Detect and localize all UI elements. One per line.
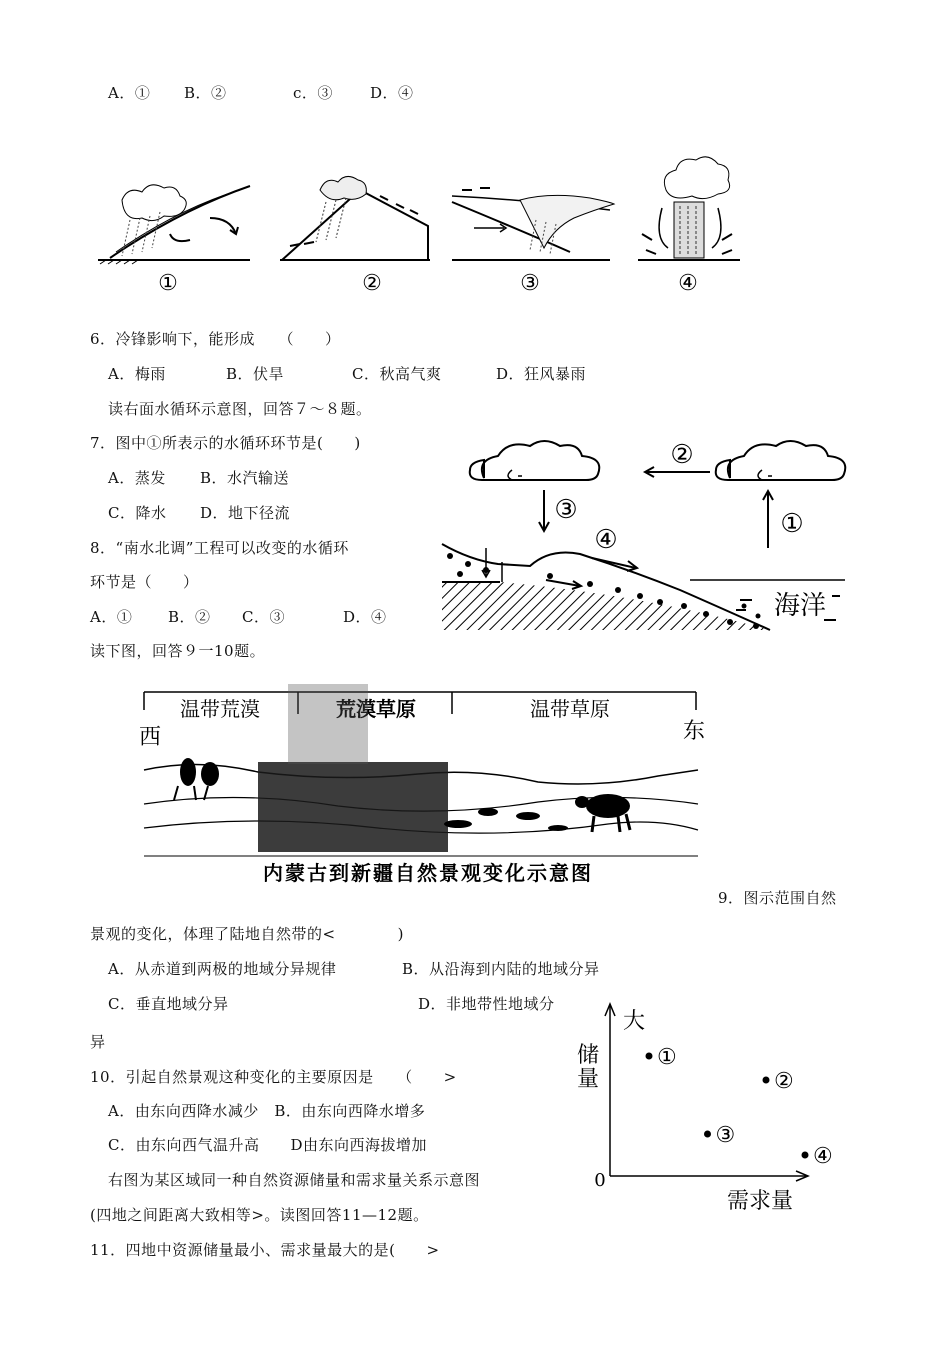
q8-stem-line2: 环节是（ ） [90, 573, 199, 591]
q10-stem: 10．引起自然景观这种变化的主要原因是 （ > [90, 1068, 457, 1086]
scatter-point-label-4: ④ [813, 1144, 833, 1169]
q7-stem: 7．图中①所表示的水循环环节是( ) [90, 434, 361, 452]
q8-option-c[interactable]: C．③ [242, 608, 285, 626]
intro-11-12-line2: (四地之间距离大致相等>。读图回答11—12题。 [90, 1206, 429, 1224]
q9-option-d-cont: 异 [90, 1033, 106, 1051]
q9-option-b[interactable]: B．从沿海到内陆的地域分异 [402, 960, 600, 978]
dark-scrub-area [258, 762, 448, 852]
ocean-label: 海洋 [773, 591, 827, 621]
front-label-3: ③ [520, 271, 540, 296]
y-axis-label-char1: 储 [576, 1043, 600, 1068]
y-axis-label-char2: 量 [576, 1067, 600, 1092]
q6-option-c[interactable]: C．秋高气爽 [352, 365, 442, 383]
q6-option-d[interactable]: D．狂风暴雨 [496, 365, 587, 383]
scatter-point-3 [704, 1131, 711, 1138]
q6-stem: 6．冷锋影响下，能形成 （ ） [90, 330, 341, 348]
scatter-point-label-2: ② [774, 1069, 794, 1094]
scatter-point-label-1: ① [657, 1045, 677, 1070]
landscape-figure [138, 678, 718, 888]
q7-option-d[interactable]: D．地下径流 [200, 504, 291, 522]
front-diagram-1 [98, 185, 250, 264]
q5-option-b[interactable]: B．② [184, 84, 227, 102]
front-diagram-2 [280, 176, 430, 260]
q6-option-a[interactable]: A．梅雨 [108, 365, 166, 383]
x-axis-label: 需求量 [726, 1189, 794, 1214]
q11-stem: 11．四地中资源储量最小、需求量最大的是( > [90, 1241, 440, 1259]
front-label-4: ④ [678, 271, 698, 296]
q7-option-a[interactable]: A．蒸发 [108, 469, 166, 487]
q8-option-a[interactable]: A．① [90, 608, 133, 626]
water-label-3: ③ [554, 495, 578, 525]
q5-option-a[interactable]: A．① [108, 84, 151, 102]
front-diagram-4 [638, 157, 740, 260]
water-label-2: ② [670, 440, 694, 470]
water-label-1: ① [780, 509, 804, 539]
q10-options-cd[interactable]: C．由东向西气温升高 D由东向西海拔增加 [108, 1136, 428, 1154]
scatter-point-4 [802, 1152, 809, 1159]
intro-11-12-line1: 右图为某区域同一种自然资源储量和需求量关系示意图 [108, 1171, 481, 1189]
resource-chart [570, 1000, 833, 1225]
q8-option-b[interactable]: B．② [168, 608, 211, 626]
q9-option-a[interactable]: A．从赤道到两极的地域分异规律 [108, 960, 337, 978]
water-label-4: ④ [594, 525, 618, 555]
front-diagrams [90, 160, 750, 300]
q9-stem-part2: 景观的变化，体理了陆地自然带的< ) [90, 925, 404, 943]
q8-option-d[interactable]: D．④ [343, 608, 387, 626]
zone-temperate-steppe: 温带草原 [530, 697, 610, 721]
water-cycle-diagram [440, 430, 860, 640]
scatter-point-2 [763, 1077, 770, 1084]
scatter-point-label-3: ③ [715, 1123, 736, 1148]
intro-7-8: 读右面水循环示意图，回答７～８题。 [108, 400, 372, 418]
q8-stem-line1: 8．“南水北调”工程可以改变的水循环 [90, 539, 349, 557]
q10-options-ab[interactable]: A．由东向西降水减少 B．由东向西降水增多 [108, 1102, 426, 1120]
front-diagram-3 [452, 188, 614, 260]
origin-label: 0 [594, 1170, 606, 1191]
q9-option-d[interactable]: D．非地带性地域分 [418, 995, 555, 1013]
q9-stem-part1: 9．图示范围自然 [718, 889, 837, 907]
y-axis-top-label: 大 [622, 1009, 646, 1034]
direction-west: 西 [138, 725, 162, 750]
direction-east: 东 [682, 719, 706, 744]
q9-option-c[interactable]: C．垂直地域分异 [108, 995, 229, 1013]
q5-option-c[interactable]: c．③ [293, 84, 333, 102]
q5-option-d[interactable]: D．④ [370, 84, 414, 102]
landscape-caption: 内蒙古到新疆自然景观变化示意图 [263, 861, 593, 885]
zone-temperate-desert: 温带荒漠 [180, 697, 260, 721]
q7-option-c[interactable]: C．降水 [108, 504, 167, 522]
q7-option-b[interactable]: B．水汽输送 [200, 469, 290, 487]
front-label-2: ② [362, 271, 382, 296]
scatter-point-1 [646, 1053, 653, 1060]
q6-option-b[interactable]: B．伏旱 [226, 365, 285, 383]
zone-desert-steppe: 荒漠草原 [336, 697, 416, 721]
front-label-1: ① [158, 271, 178, 296]
intro-9-10: 读下图，回答９一10题。 [90, 642, 266, 660]
